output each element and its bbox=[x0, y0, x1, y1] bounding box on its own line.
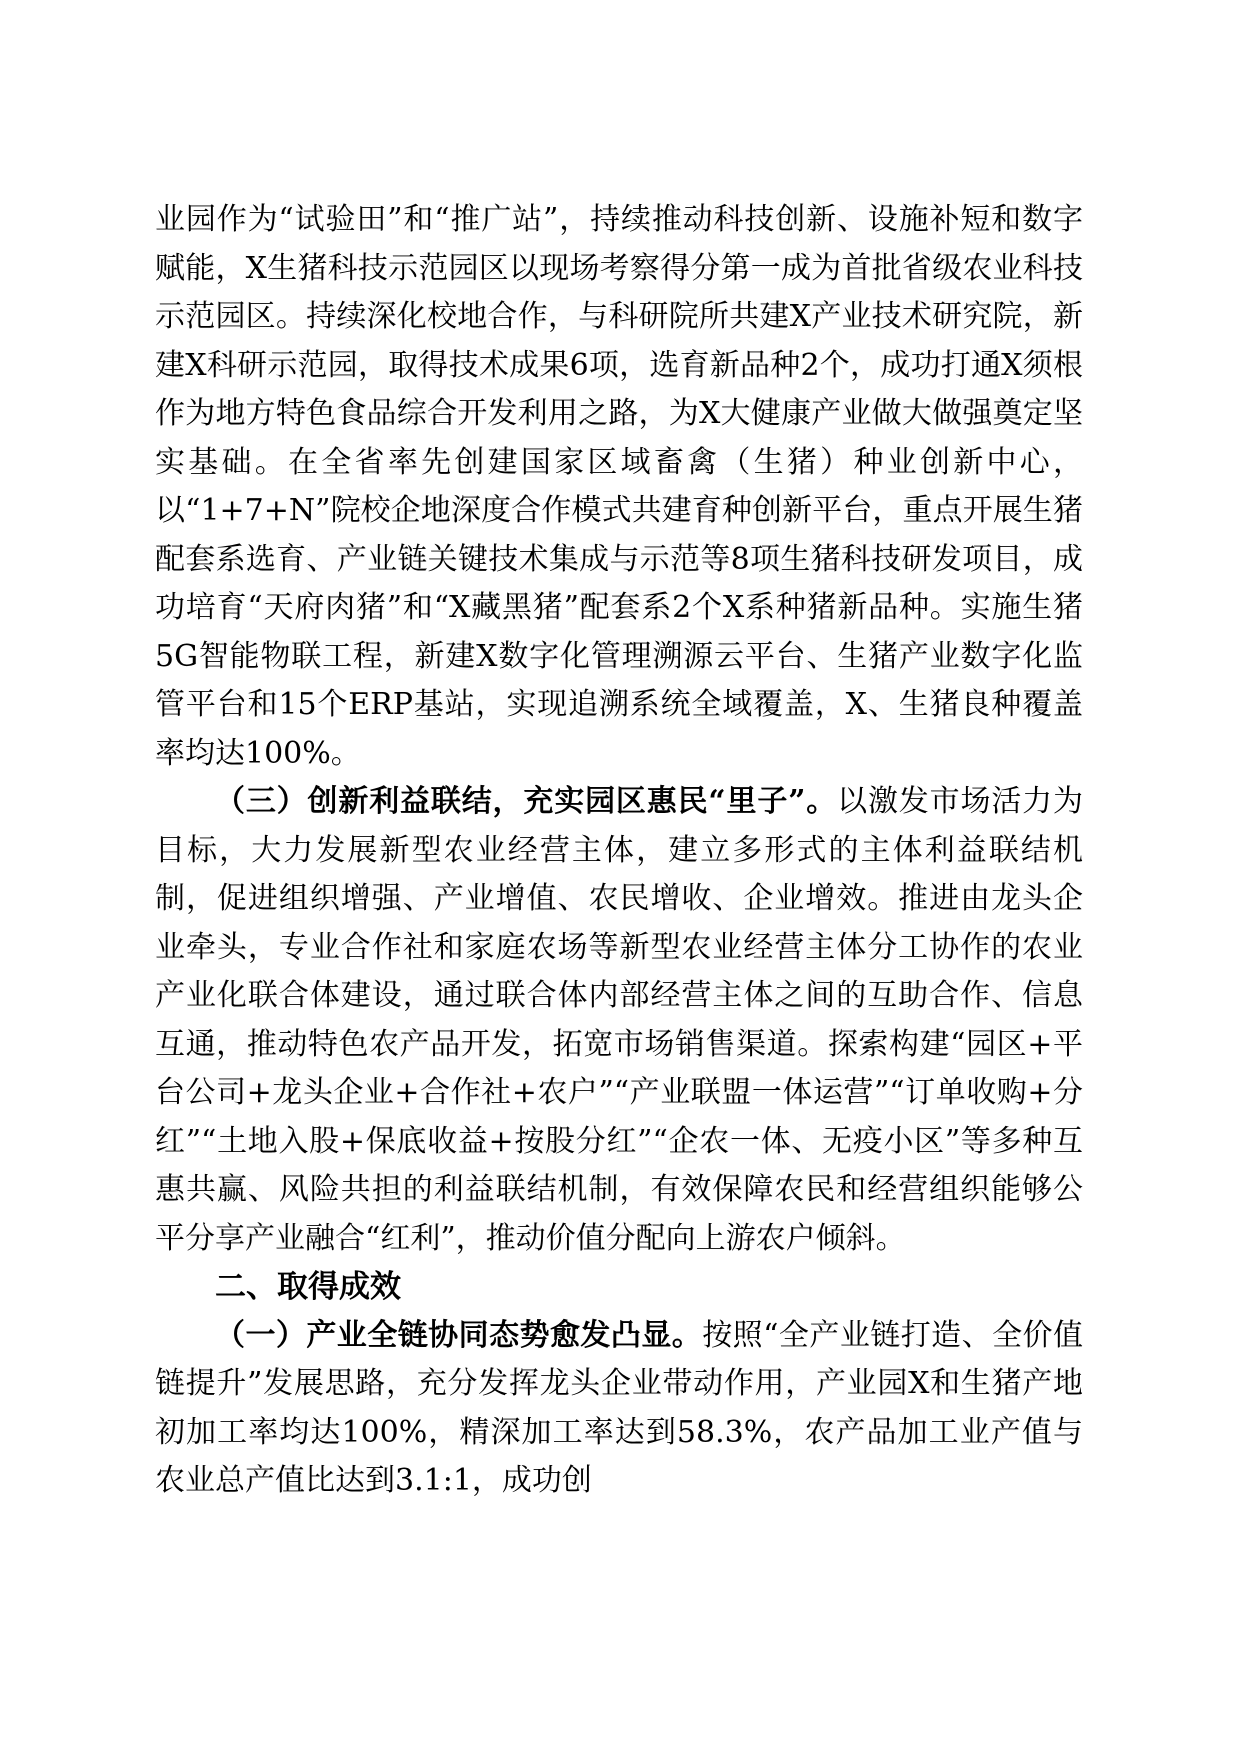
subsection-lead-3: （三）创新利益联结，充实园区惠民“里子”。 bbox=[215, 784, 838, 819]
subsection-paragraph-1 bbox=[155, 1312, 1083, 1506]
continued-paragraph bbox=[155, 196, 1083, 778]
subsection-paragraph-3 bbox=[155, 778, 1083, 1263]
paragraph-body: 业园作为“试验田”和“推广站”，持续推动科技创新、设施补短和数字赋能，X生猪科技示范园区以现场考察得分第一成为首批省级农业科技示范园区。持续深化校地合作，与科研院所共建X产业技术研究院，新建X科研示范园，取得技术成果6项，选育新品种2个，成功打通X须根作为地方特色食品综合开发利用之路，为X大健康产业做大做强奠定坚实基础。在全省率先创建国家区域畜禽（生猪）种业创新中心，以“1+7+N”院校企地深度合作模式共建育种创新平台，重点开展生猪配套系选育、产业链关键技术集成与示范等8项生猪科技研发项目，成功培育“天府肉猪”和“X藏黑猪”配套系2个X系种猪新品种。实施生猪5G智能物联工程，新建X数字化管理溯源云平台、生猪产业数字化监管平台和15个ERP基站，实现追溯系统全域覆盖，X、生猪良种覆盖率均达100%。 bbox=[155, 202, 1083, 771]
section-heading: 二、取得成效 bbox=[215, 1269, 401, 1305]
paragraph-body: 按照“全产业链打造、全价值链提升”发展思路，充分发挥龙头企业带动作用，产业园X和生猪产地初加工率均达100%，精深加工率达到58.3%，农产品加工业产值与农业总产值比达到3.1:1，成功创 bbox=[155, 1317, 1083, 1498]
document-body bbox=[155, 196, 1083, 1506]
subsection-lead-1: （一）产业全链协同态势愈发凸显。 bbox=[215, 1317, 703, 1353]
paragraph-body: 以激发市场活力为目标，大力发展新型农业经营主体，建立多形式的主体利益联结机制，促进组织增强、产业增值、农民增收、企业增效。推进由龙头企业牵头，专业合作社和家庭农场等新型农业经营主体分工协作的农业产业化联合体建设，通过联合体内部经营主体之间的互助合作、信息互通，推动特色农产品开发，拓宽市场销售渠道。探索构建“园区+平台公司+龙头企业+合作社+农户”“产业联盟一体运营”“订单收购+分红”“土地入股+保底收益+按股分红”“企农一体、无疫小区”等多种互惠共赢、风险共担的利益联结机制，有效保障农民和经营组织能够公平分享产业融合“红利”，推动价值分配向上游农户倾斜。 bbox=[155, 784, 1083, 1256]
